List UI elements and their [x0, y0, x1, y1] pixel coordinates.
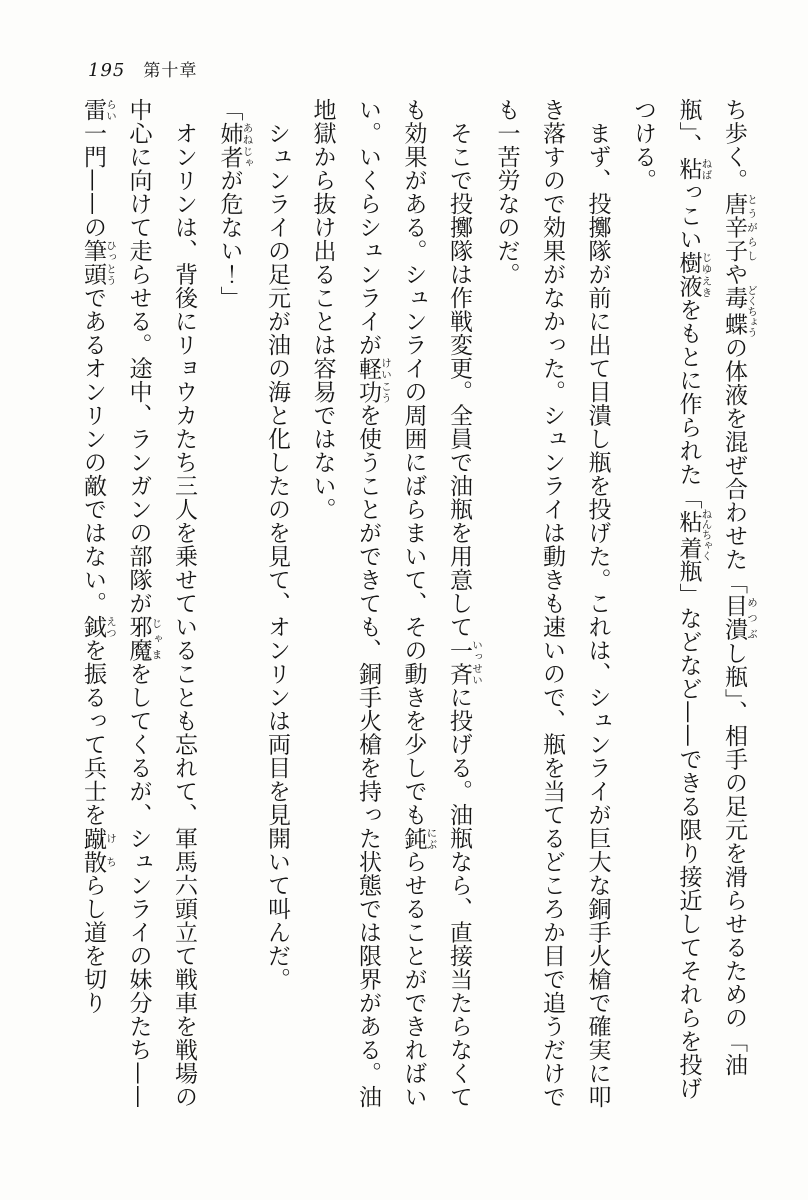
ruby-annotated-word: 邪魔 じゃま	[125, 615, 163, 662]
paragraph: ち歩く。唐辛子 とうがらしや毒蝶 どくちょうの体液を混ぜ合わせた「目潰 めつぶし瓶」、相手の足元を滑らせるための「油瓶」、粘 ねばっこい樹液 じゆえきをもとに作られた「粘着 ねんちゃく瓶」などなど——できる限り接近してそれらを投げつける。	[630, 98, 758, 1100]
paragraph: シュンライの足元が油の海と化したのを見て、オンリンは両目を見開いて叫んだ。	[264, 98, 290, 991]
ruby-annotated-word: 唐辛子 とうがらし	[721, 192, 758, 263]
furigana: らい	[105, 98, 117, 122]
paragraph: 「姉者 あねじゃが危ない！」	[216, 98, 254, 310]
furigana: じゃま	[150, 615, 163, 662]
furigana: ひっとう	[105, 239, 117, 286]
paragraph: そこで投擲隊は作戦変更。全員で油瓶を用意して一斉 いっせいに投げる。油瓶なら、直接当たらなくても効果がある。シュンライの周囲にばらまいて、その動きを少しでも鈍 にぶらせることができればいい。いくらシュンライが軽功 けいこうを使うことができても、銅手火槍を持った状態では限界がある。油地獄から抜け出ることは容易ではない。	[309, 98, 483, 1109]
ruby-annotated-word: 雷 らい	[80, 98, 117, 122]
furigana: えつ	[105, 615, 117, 639]
furigana: けいこう	[380, 356, 392, 404]
furigana: いっせい	[471, 638, 483, 686]
ruby-annotated-word: 粘着 ねんちゃく	[675, 508, 713, 561]
furigana: じゆえき	[700, 251, 713, 298]
furigana: けち	[105, 826, 117, 874]
paragraph: オンリンは、背後にリョウカたち三人を乗せていることも忘れて、軍馬六頭立て戦車を戦場の中心に向けて走らせる。途中、ランガンの部隊が邪魔 じゃまをしてくるが、シュンライの妹分たち——雷 らい一門——の筆頭 ひっとうであるオンリンの敵ではない。鉞 えつを振るって兵士を蹴散 けちらし道を切り	[80, 98, 197, 1109]
furigana: ねんちゃく	[700, 508, 713, 561]
ruby-annotated-word: 目潰 めつぶ	[721, 594, 758, 642]
page-header	[88, 56, 197, 81]
chapter-title: 第十章	[143, 61, 198, 81]
furigana: あねじゃ	[241, 121, 254, 169]
furigana: めつぶ	[746, 594, 758, 642]
ruby-annotated-word: 毒蝶 どくちょう	[721, 284, 758, 338]
paragraph: まず、投擲隊が前に出て目潰し瓶を投げた。これは、シュンライが巨大な銅手火槍で確実に叩き落すので効果がなかった。シュンライは動きも速いので、瓶を当てるどころか目で追うだけでも一苦労なのだ。	[493, 98, 611, 1109]
ruby-annotated-word: 蹴散 けち	[80, 826, 117, 874]
furigana: にぶ	[425, 826, 438, 850]
ruby-annotated-word: 姉者 あねじゃ	[216, 121, 254, 169]
ruby-annotated-word: 鉞 えつ	[80, 615, 117, 639]
furigana: どくちょう	[746, 284, 758, 338]
ruby-annotated-word: 軽功 けいこう	[355, 356, 392, 404]
vertical-text-body	[58, 98, 758, 1118]
ruby-annotated-word: 鈍 にぶ	[400, 826, 438, 850]
page-number: 195	[88, 60, 126, 81]
ruby-annotated-word: 樹液 じゆえき	[675, 251, 713, 298]
ruby-annotated-word: 筆頭 ひっとう	[80, 239, 117, 286]
ruby-annotated-word: 粘 ねば	[675, 157, 713, 181]
furigana: ねば	[700, 157, 713, 181]
furigana: とうがらし	[746, 192, 758, 263]
ruby-annotated-word: 一斉 いっせい	[446, 638, 483, 686]
